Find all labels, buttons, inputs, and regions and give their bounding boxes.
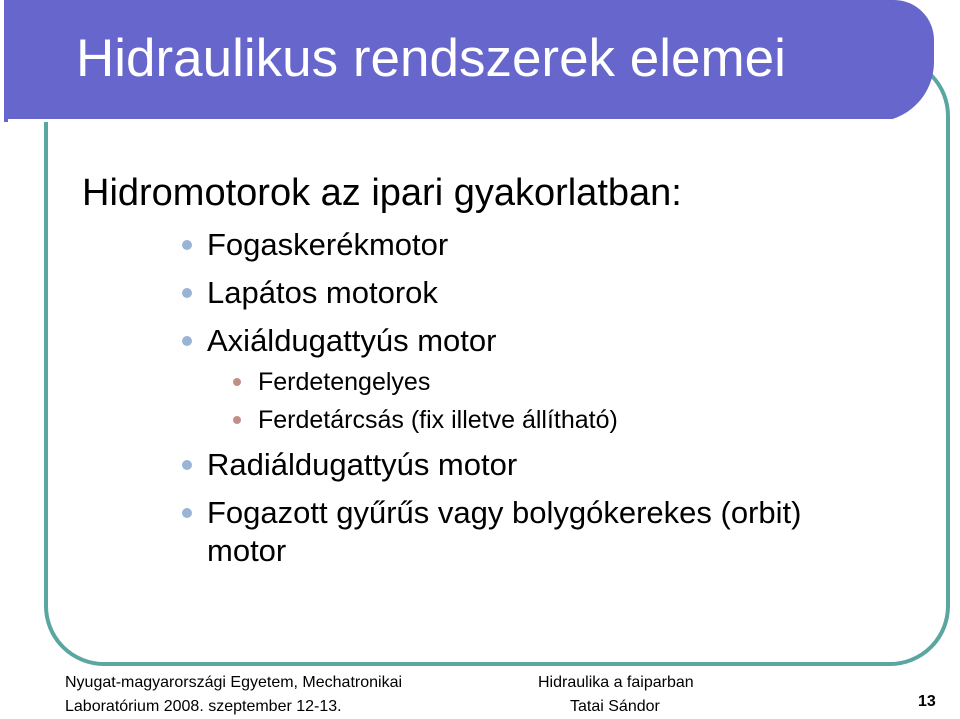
sub-bullet-text: Ferdetárcsás (fix illetve állítható) [258, 406, 618, 434]
bullet-dot-icon [182, 460, 192, 470]
sub-bullet-dot-icon [233, 416, 241, 424]
bullet-text: Fogazott gyűrűs vagy bolygókerekes (orbit) motor [207, 495, 802, 568]
slide-content [82, 170, 912, 570]
title-underline [8, 119, 892, 122]
bullet-item [82, 322, 912, 436]
footer-institution [65, 671, 402, 719]
footer-left-line1: Nyugat-magyarországi Egyetem, Mechatronikai [65, 674, 403, 691]
bullet-dot-icon [182, 508, 192, 518]
footer-left-line2: Laboratórium 2008. szeptember 12-13. [65, 698, 342, 715]
bullet-dot-icon [182, 240, 192, 250]
page-number: 13 [918, 693, 936, 710]
footer-mid-line2: Tatai Sándor [570, 698, 660, 715]
sub-bullet-dot-icon [233, 378, 241, 386]
slide-title: Hidraulikus rendszerek elemei [76, 29, 786, 88]
bullet-item [82, 226, 912, 264]
bullet-text: Radiáldugattyús motor [207, 447, 518, 482]
sub-bullet-list [82, 366, 912, 436]
bullet-list [82, 226, 912, 570]
footer-course [538, 671, 694, 719]
bullet-item [82, 446, 912, 484]
sub-bullet-text: Ferdetengelyes [258, 368, 431, 396]
content-heading: Hidromotorok az ipari gyakorlatban: [82, 172, 682, 214]
footer-mid-line1: Hidraulika a faiparban [538, 674, 694, 691]
bullet-dot-icon [182, 336, 192, 346]
bullet-dot-icon [182, 288, 192, 298]
sub-bullet-item [82, 404, 912, 436]
bullet-item [82, 274, 912, 312]
bullet-text: Axiáldugattyús motor [207, 323, 497, 358]
sub-bullet-item [82, 366, 912, 398]
bullet-item [82, 494, 857, 570]
bullet-text: Lapátos motorok [207, 275, 438, 310]
bullet-text: Fogaskerékmotor [207, 227, 449, 262]
